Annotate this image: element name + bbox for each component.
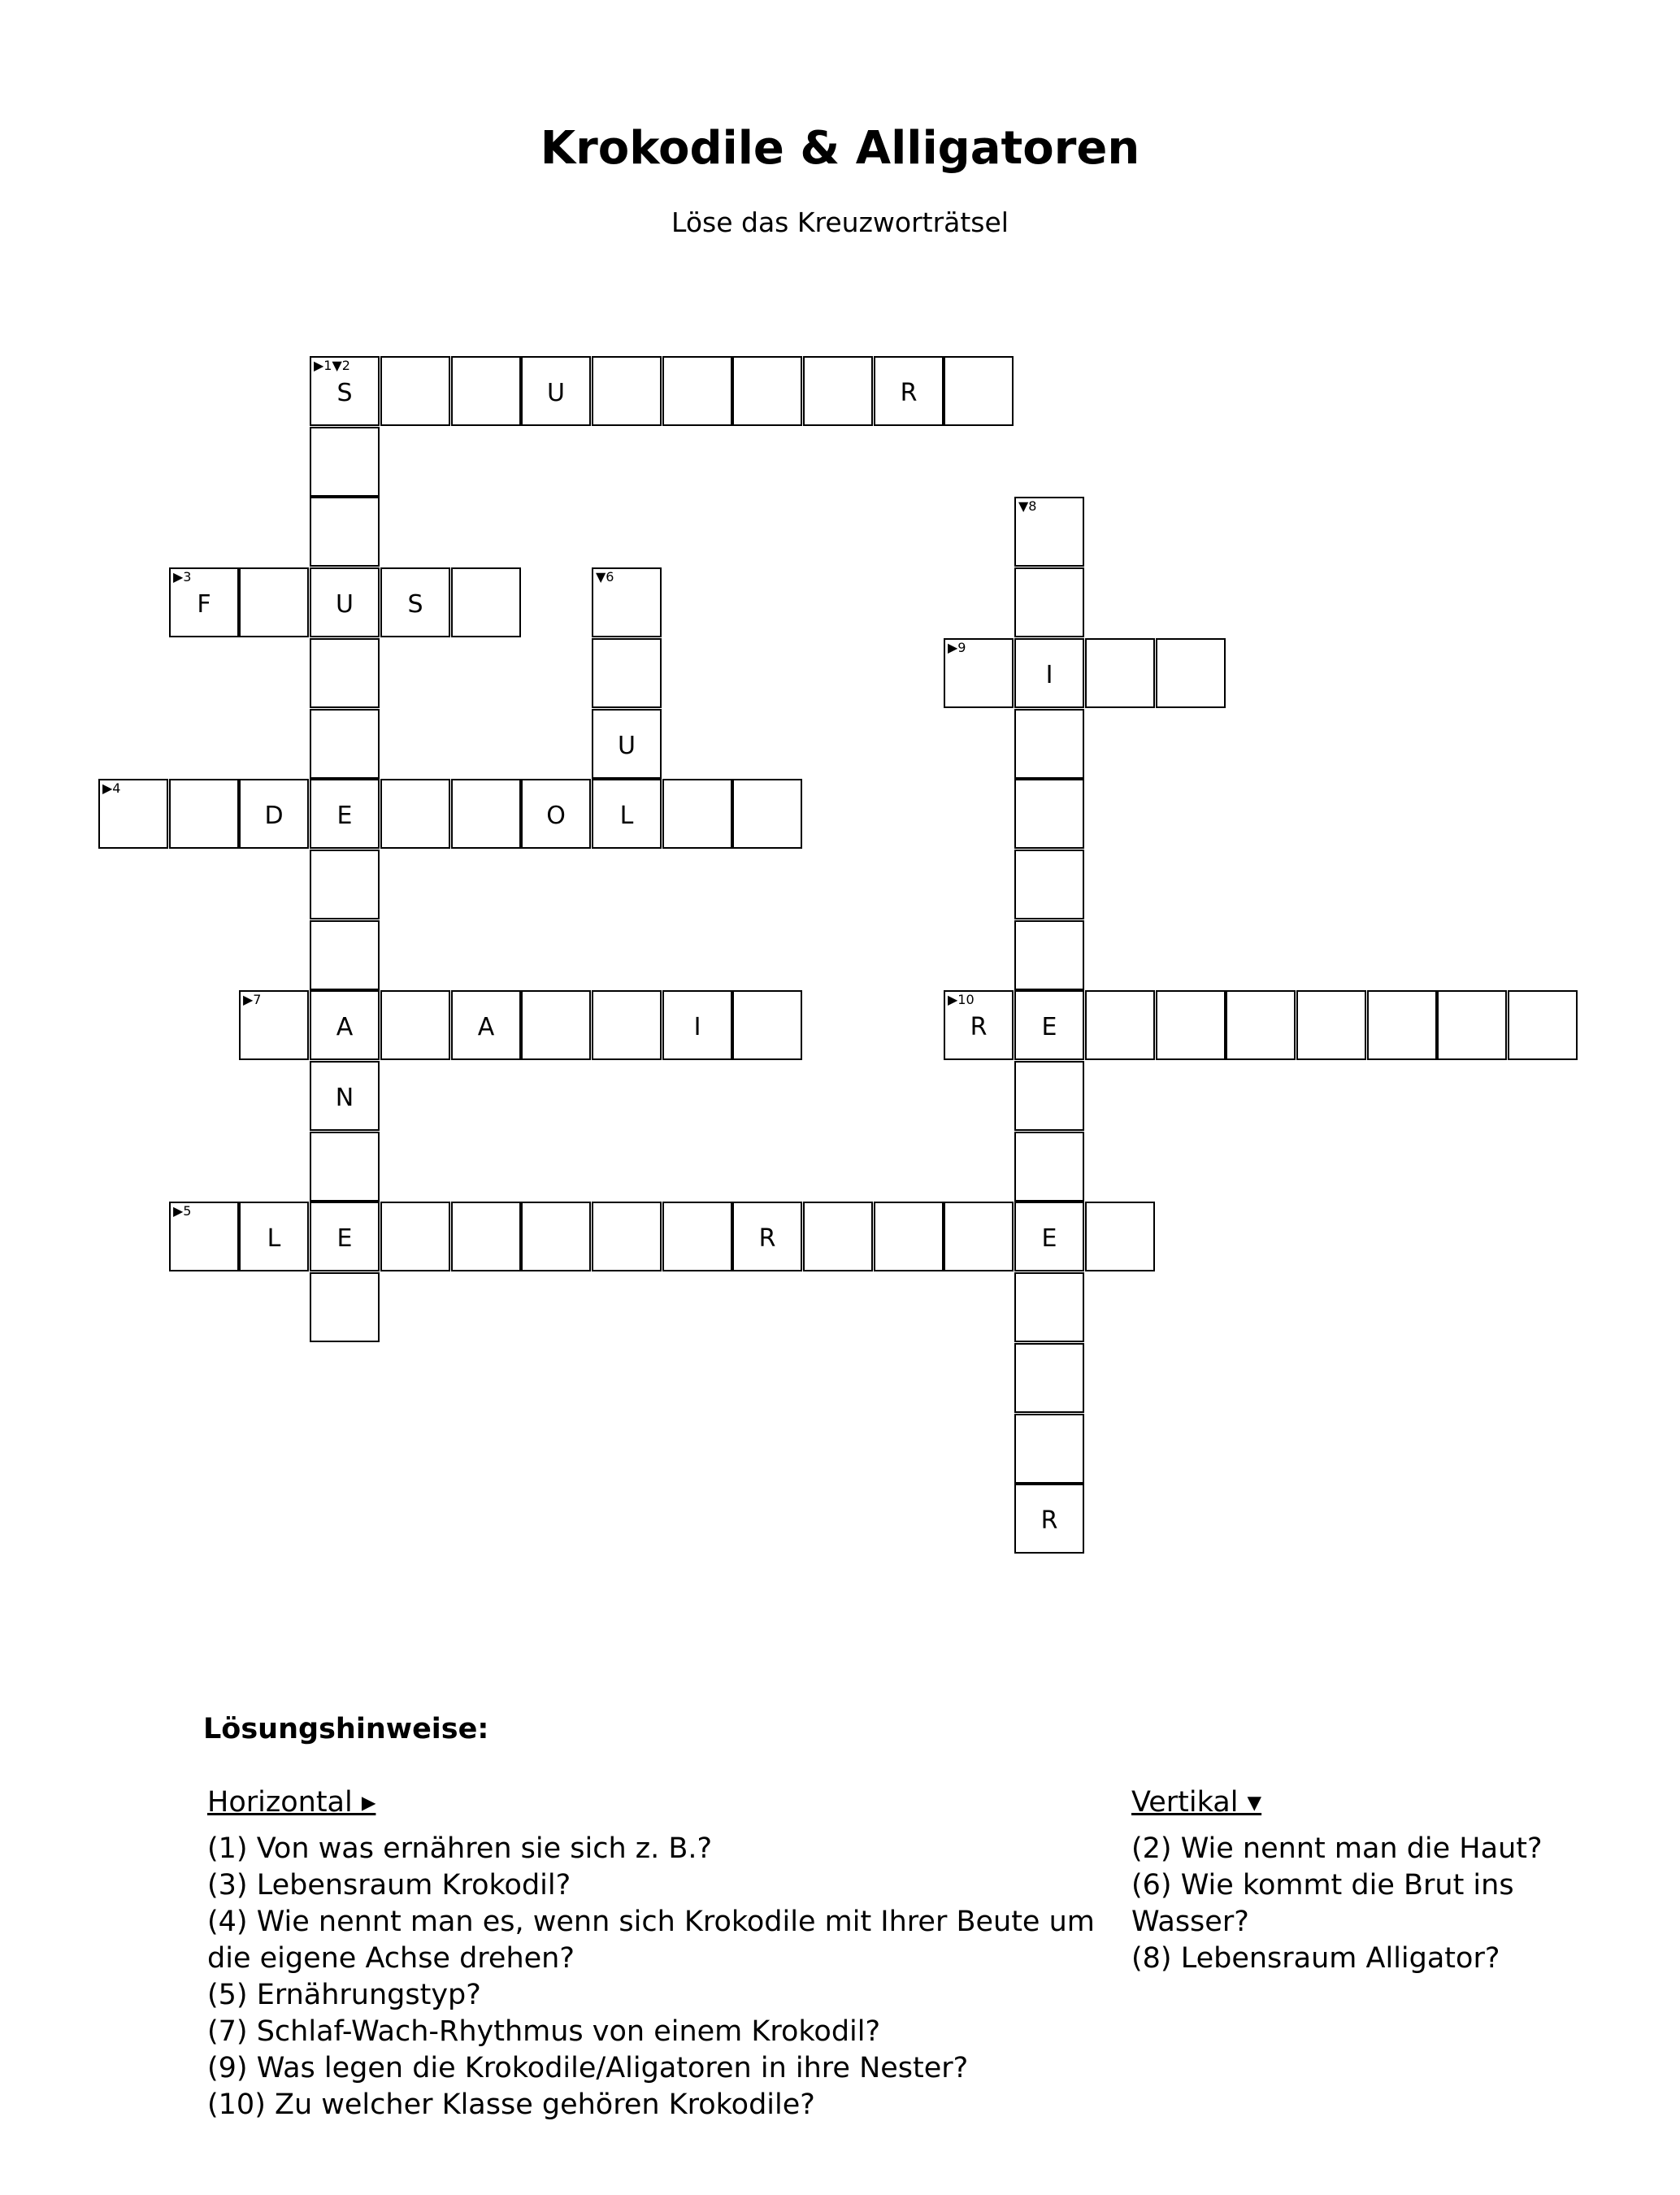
crossword-cell[interactable] [380,1202,450,1271]
across-clues [207,1784,1101,2123]
crossword-cell[interactable] [521,1202,591,1271]
crossword-cell[interactable] [1014,920,1084,990]
crossword-cell[interactable] [380,779,450,849]
clue-number: ▶7 [243,992,262,1007]
cell-letter: R [1040,1506,1058,1535]
clue-across-1: (1) Von was ernähren sie sich z. B.? [207,1832,713,1865]
cell-letter: E [1041,1224,1057,1253]
clue-across-9: (9) Was legen die Krokodile/Aligatoren in ihre Nester? [207,2052,969,2084]
crossword-cell[interactable] [310,1132,380,1202]
crossword-cell[interactable] [380,356,450,426]
crossword-cell[interactable] [1437,990,1507,1060]
cell-letter: A [336,1013,354,1041]
clue-number: ▶1▼2 [314,358,350,373]
crossword-cell[interactable] [1014,567,1084,637]
cell-letter: I [1045,661,1053,689]
clue-across-7: (7) Schlaf-Wach-Rhythmus von einem Krokodil? [207,2015,881,2048]
cell-letter: O [546,802,566,830]
clue-down-2: (2) Wie nennt man die Haut? [1131,1832,1543,1865]
crossword-cell[interactable] [1014,1343,1084,1413]
across-heading: Horizontal ▸ [207,1786,376,1819]
crossword-cell[interactable] [944,1202,1014,1271]
crossword-cell[interactable] [239,990,309,1060]
crossword-cell[interactable] [310,427,380,497]
clue-number: ▶10 [948,992,975,1007]
down-clue-list [1131,1831,1587,1977]
crossword-cell[interactable] [1014,1272,1084,1342]
crossword-cell[interactable] [662,779,732,849]
crossword-cell[interactable] [1014,1484,1084,1554]
clue-across-10: (10) Zu welcher Klasse gehören Krokodile? [207,2089,815,2121]
crossword-cell[interactable] [944,990,1014,1060]
crossword-cell[interactable] [451,567,521,637]
crossword-cell[interactable] [521,356,591,426]
crossword-cell[interactable] [662,356,732,426]
crossword-cell[interactable] [310,850,380,919]
clue-number: ▶5 [173,1203,192,1219]
clue-number: ▼8 [1018,498,1037,514]
crossword-cell[interactable] [310,920,380,990]
crossword-cell[interactable] [310,709,380,779]
clue-across-4: (4) Wie nennt man es, wenn sich Krokodile mit Ihrer Beute um die eigene Achse drehen? [207,1906,1095,1975]
crossword-cell[interactable] [803,1202,873,1271]
crossword-cell[interactable] [521,990,591,1060]
down-clues [1131,1784,1587,1977]
crossword-cell[interactable] [1085,1202,1155,1271]
clue-number: ▶4 [102,780,121,796]
crossword-cell[interactable] [1014,709,1084,779]
crossword-cell[interactable] [1296,990,1366,1060]
crossword-cell[interactable] [1367,990,1437,1060]
crossword-cell[interactable] [310,1272,380,1342]
crossword-cell[interactable] [1156,990,1226,1060]
down-heading: Vertikal ▾ [1131,1786,1262,1819]
clue-across-5: (5) Ernährungstyp? [207,1979,481,2011]
crossword-cell[interactable] [592,779,662,849]
clue-number: ▼6 [596,569,614,585]
crossword-cell[interactable] [1226,990,1296,1060]
cell-letter: L [267,1224,281,1253]
across-clue-list [207,1831,1101,2123]
clue-number: ▶9 [948,640,966,655]
crossword-cell[interactable] [169,779,239,849]
crossword-cell[interactable] [1014,638,1084,708]
crossword-cell[interactable] [380,990,450,1060]
cell-letter: R [970,1013,988,1041]
crossword-cell[interactable] [521,779,591,849]
cell-letter: S [336,379,353,407]
hints-heading: Lösungshinweise: [203,1713,489,1745]
cell-letter: U [618,732,636,760]
crossword-cell[interactable] [239,1202,309,1271]
crossword-cell[interactable] [451,356,521,426]
crossword-cell[interactable] [1014,1202,1084,1271]
crossword-cell[interactable] [169,1202,239,1271]
crossword-cell[interactable] [662,990,732,1060]
crossword-cell[interactable] [592,567,662,637]
cell-letter: E [336,1224,353,1253]
crossword-cell[interactable] [1014,497,1084,567]
crossword-cell[interactable] [310,990,380,1060]
crossword-cell[interactable] [1014,779,1084,849]
cell-letter: E [336,802,353,830]
crossword-cell[interactable] [592,356,662,426]
crossword-cell[interactable] [1014,1132,1084,1202]
cell-letter: F [197,590,211,619]
crossword-cell[interactable] [944,356,1014,426]
crossword-cell[interactable] [592,990,662,1060]
cell-letter: U [547,379,565,407]
crossword-cell[interactable] [944,638,1014,708]
cell-letter: D [264,802,284,830]
page-subtitle: Löse das Kreuzworträtsel [671,206,1009,238]
cell-letter: L [619,802,634,830]
crossword-cell[interactable] [874,356,944,426]
crossword-cell[interactable] [1014,1414,1084,1484]
crossword-cell[interactable] [592,1202,662,1271]
cell-letter: N [335,1084,354,1112]
crossword-cell[interactable] [310,356,380,426]
cell-letter: S [407,590,423,619]
crossword-cell[interactable] [1156,638,1226,708]
page-title: Krokodile & Alligatoren [540,122,1140,175]
crossword-cell[interactable] [239,567,309,637]
crossword-cell[interactable] [1014,990,1084,1060]
crossword-cell[interactable] [239,779,309,849]
crossword-cell[interactable] [1508,990,1578,1060]
crossword-cell[interactable] [1014,850,1084,919]
crossword-cell[interactable] [732,356,802,426]
crossword-cell[interactable] [451,779,521,849]
crossword-cell[interactable] [451,990,521,1060]
crossword-cell[interactable] [662,1202,732,1271]
crossword-cell[interactable] [874,1202,944,1271]
clue-down-6: (6) Wie kommt die Brut ins Wasser? [1131,1869,1514,1938]
crossword-cell[interactable] [1085,990,1155,1060]
cell-letter: U [336,590,354,619]
crossword-cell[interactable] [592,638,662,708]
crossword-cell[interactable] [380,567,450,637]
crossword-cell[interactable] [1085,638,1155,708]
clue-down-8: (8) Lebensraum Alligator? [1131,1942,1500,1975]
crossword-cell[interactable] [732,779,802,849]
cell-letter: E [1041,1013,1057,1041]
crossword-cell[interactable] [732,990,802,1060]
clue-across-3: (3) Lebensraum Krokodil? [207,1869,571,1902]
crossword-cell[interactable] [310,638,380,708]
cell-letter: A [477,1013,495,1041]
cell-letter: R [900,379,918,407]
crossword-cell[interactable] [310,1202,380,1271]
crossword-cell[interactable] [310,497,380,567]
crossword-cell[interactable] [310,567,380,637]
crossword-cell[interactable] [310,779,380,849]
cell-letter: R [758,1224,776,1253]
crossword-cell[interactable] [803,356,873,426]
crossword-cell[interactable] [1014,1061,1084,1131]
crossword-cell[interactable] [310,1061,380,1131]
cell-letter: I [693,1013,701,1041]
crossword-cell[interactable] [98,779,168,849]
crossword-cell[interactable] [592,709,662,779]
crossword-cell[interactable] [169,567,239,637]
crossword-cell[interactable] [451,1202,521,1271]
clue-number: ▶3 [173,569,192,585]
crossword-cell[interactable] [732,1202,802,1271]
